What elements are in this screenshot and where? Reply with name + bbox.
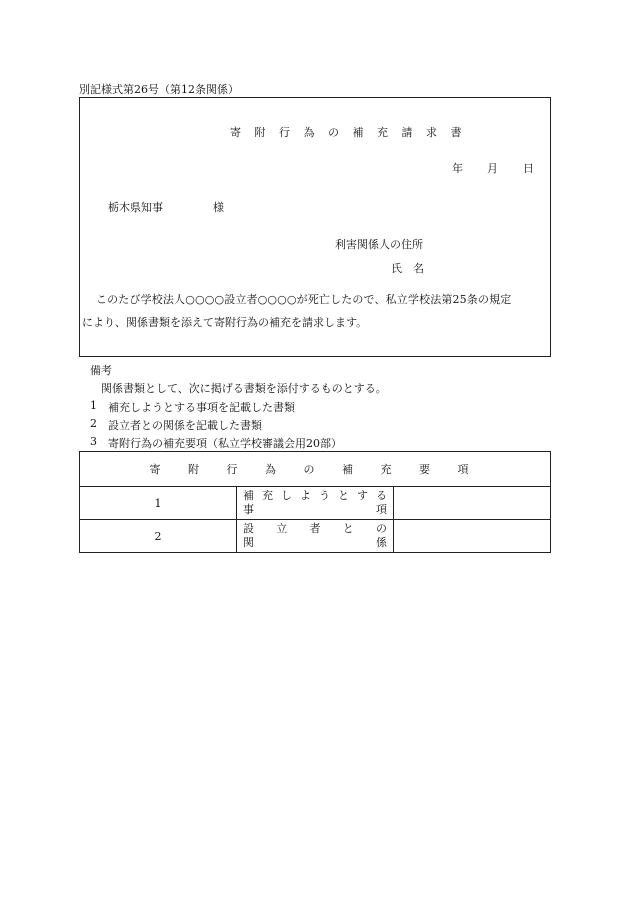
notes-intro: 関係書類として、次に掲げる書類を添付するものとする。 xyxy=(101,382,387,395)
request-body-line-1: このたび学校法人○○○○設立者○○○○が死亡したので、私立学校法第25条の規定 xyxy=(96,293,512,306)
form-title: 寄 附 行 為 の 補 充 請 求 書 xyxy=(230,126,467,139)
row-value-cell xyxy=(394,520,551,553)
table-row xyxy=(80,520,551,553)
notes-item-number: 2 xyxy=(90,417,97,430)
row-label: 補 充 し よ う と す る 事 項 xyxy=(237,487,394,520)
honorific: 様 xyxy=(213,201,224,214)
row-number: 1 xyxy=(80,487,237,520)
notes-item-number: 3 xyxy=(90,435,97,448)
date-day-label: 日 xyxy=(523,162,534,175)
notes-item-text: 寄附行為の補充要項（私立学校審議会用20部） xyxy=(108,437,342,450)
supplement-items-table xyxy=(79,451,551,553)
applicant-name-label: 氏 名 xyxy=(391,262,424,275)
notes-item-text: 補充しようとする事項を記載した書類 xyxy=(108,401,295,414)
form-number-label: 別記様式第26号（第12条関係） xyxy=(79,83,239,96)
row-label: 設 立 者 と の 関 係 xyxy=(237,520,394,553)
table-row xyxy=(80,487,551,520)
table-title: 寄 附 行 為 の 補 充 要 項 xyxy=(80,452,551,487)
request-body-line-2: により、関係書類を添えて寄附行為の補充を請求します。 xyxy=(82,316,368,329)
addressee: 栃木県知事 xyxy=(108,201,163,214)
notes-item-number: 1 xyxy=(90,399,97,412)
applicant-address-label: 利害関係人の住所 xyxy=(335,238,423,251)
row-number: 2 xyxy=(80,520,237,553)
date-year-label: 年 xyxy=(452,162,463,175)
notes-heading: 備考 xyxy=(90,364,112,377)
date-month-label: 月 xyxy=(487,162,498,175)
notes-item-text: 設立者との関係を記載した書類 xyxy=(108,419,262,432)
row-value-cell xyxy=(394,487,551,520)
